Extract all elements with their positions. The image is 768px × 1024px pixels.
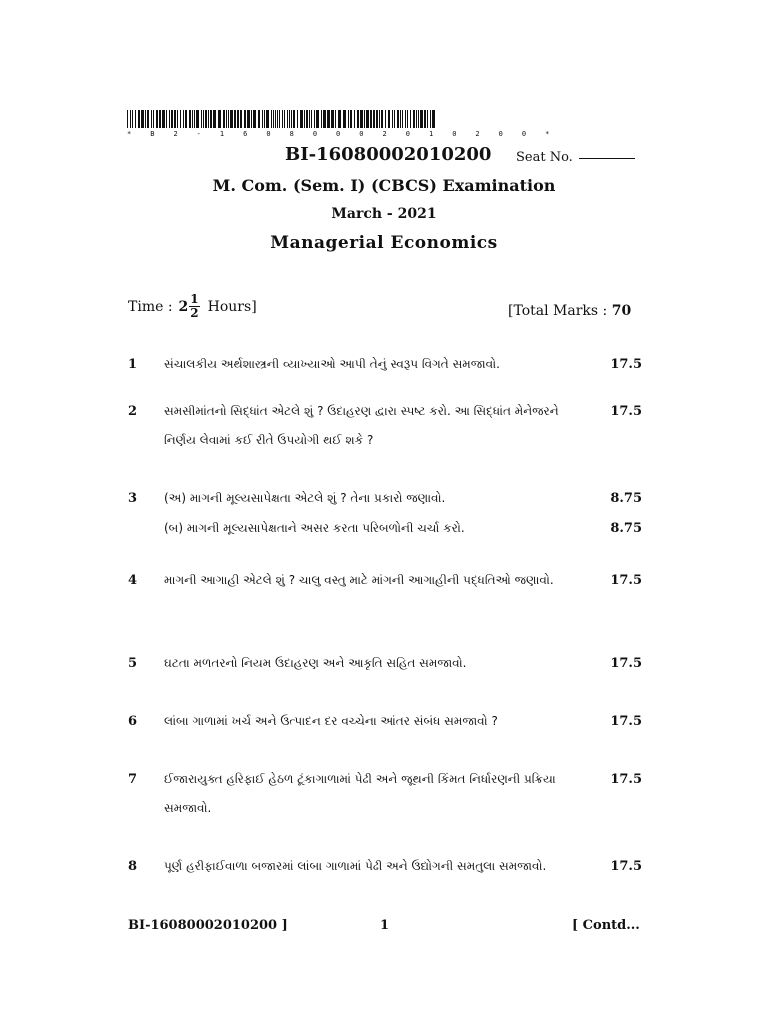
question-text: લાંબા ગાળામાં ખર્ચ અને ઉત્પાદન દર વચ્ચેના આંતર સંબંધ સમજાવો ?	[164, 714, 498, 728]
barcode-bar	[203, 110, 204, 128]
time-fraction	[189, 293, 199, 320]
barcode-bar	[392, 110, 393, 128]
barcode-bar	[132, 110, 133, 128]
barcode	[127, 110, 557, 138]
barcode-bar	[416, 110, 417, 128]
barcode-bar	[424, 110, 426, 128]
barcode-bar	[271, 110, 272, 128]
question-number: 4	[128, 573, 138, 588]
barcode-bar	[226, 110, 227, 128]
continued-marker: [ Contd...	[572, 918, 640, 933]
barcode-bar	[291, 110, 292, 128]
barcode-bar	[237, 110, 239, 128]
barcode-bar	[210, 110, 212, 128]
barcode-bar	[394, 110, 395, 128]
question-marks: 17.5	[610, 656, 642, 671]
barcode-bar	[169, 110, 170, 128]
question-text: ઈજારાયુક્ત હરિફાઈ હેઠળ ટૂંકાગાળામાં પેઢી અને જૂથની કિંમત નિર્ધારણની પ્રક્રિયા સમજાવો.	[164, 772, 556, 815]
seat-label: Seat No.	[516, 150, 573, 165]
barcode-bar	[350, 110, 352, 128]
question-marks: 17.5	[610, 357, 642, 372]
question-3b-text: (બ) માગની મૂલ્યસાપેક્ષતાને અસર કરતા પરિબળોની ચર્ચા કરો.	[164, 521, 465, 535]
barcode-bar	[166, 110, 167, 128]
time-allowed	[128, 293, 257, 320]
barcode-bar	[427, 110, 428, 128]
barcode-bar	[194, 110, 195, 128]
barcode-bar	[300, 110, 303, 128]
barcode-bar	[130, 110, 131, 128]
barcode-bar	[289, 110, 290, 128]
barcode-bar	[196, 110, 199, 128]
barcode-bar	[430, 110, 431, 128]
barcode-bar	[381, 110, 383, 128]
barcode-bar	[153, 110, 154, 128]
barcode-bar	[366, 110, 369, 128]
barcode-bar	[385, 110, 386, 128]
barcode-bar	[183, 110, 184, 128]
barcode-bar	[357, 110, 359, 128]
seat-blank-line	[579, 158, 635, 159]
barcode-bar	[327, 110, 330, 128]
barcode-bar	[348, 110, 349, 128]
barcode-bar	[323, 110, 326, 128]
barcode-bar	[264, 110, 265, 128]
total-marks-label: [Total Marks :	[508, 303, 608, 319]
barcode-bar	[138, 110, 140, 128]
barcode-bar	[147, 110, 149, 128]
barcode-bar	[373, 110, 375, 128]
barcode-bar	[284, 110, 285, 128]
seat-number	[516, 150, 635, 165]
barcode-bar	[180, 110, 181, 128]
barcode-bar	[314, 110, 315, 128]
page-number: 1	[380, 918, 390, 933]
barcode-bar	[376, 110, 378, 128]
barcode-bar	[432, 110, 435, 128]
barcode-bar	[354, 110, 355, 128]
question-text: પૂર્ણ હરીફાઈવાળા બજારમાં લાંબા ગાળામાં પેઢી અને ઉદ્યોગની સમતુલા સમજાવો.	[164, 859, 547, 873]
barcode-bar	[192, 110, 193, 128]
question-marks: 17.5	[610, 859, 642, 874]
question-number: 8	[128, 859, 138, 874]
barcode-bar	[282, 110, 283, 128]
barcode-digits: * B 2 - 1 6 0 8 0 0 0 2 0 1 0 2 0 0 *	[127, 130, 557, 138]
barcode-bar	[162, 110, 165, 128]
barcode-bar	[258, 110, 260, 128]
barcode-bar	[127, 110, 128, 128]
barcode-bars	[127, 110, 439, 128]
barcode-bar	[218, 110, 221, 128]
time-whole: 2	[178, 298, 189, 315]
barcode-bar	[321, 110, 322, 128]
barcode-bar	[277, 110, 278, 128]
barcode-bar	[311, 110, 312, 128]
barcode-bar	[189, 110, 191, 128]
barcode-bar	[287, 110, 288, 128]
barcode-bar	[275, 110, 276, 128]
question-marks: 17.5	[610, 772, 642, 787]
barcode-bar	[145, 110, 146, 128]
barcode-bar	[279, 110, 280, 128]
barcode-bar	[335, 110, 336, 128]
barcode-bar	[413, 110, 415, 128]
barcode-bar	[360, 110, 363, 128]
question-number: 3	[128, 491, 138, 506]
barcode-bar	[251, 110, 252, 128]
total-marks	[508, 303, 631, 319]
exam-title: M. Com. (Sem. I) (CBCS) Examination	[212, 176, 556, 195]
barcode-bar	[297, 110, 298, 128]
barcode-bar	[213, 110, 216, 128]
barcode-bar	[306, 110, 308, 128]
question-marks: 17.5	[610, 573, 642, 588]
barcode-bar	[171, 110, 173, 128]
footer-paper-code: BI-16080002010200 ]	[128, 918, 288, 933]
time-numerator: 1	[190, 292, 199, 306]
paper-code: BI-16080002010200	[285, 144, 492, 165]
question-number: 7	[128, 772, 138, 787]
barcode-bar	[370, 110, 372, 128]
question-3b-marks: 8.75	[610, 521, 642, 536]
barcode-bar	[177, 110, 178, 128]
barcode-bar	[253, 110, 256, 128]
question-number: 5	[128, 656, 138, 671]
barcode-bar	[228, 110, 229, 128]
subject-title: Managerial Economics	[270, 233, 498, 253]
question-text: સંચાલકીય અર્થશાસ્ત્રની વ્યાખ્યાઓ આપી તેનું સ્વરૂપ વિગતે સમજાવો.	[164, 357, 500, 371]
barcode-bar	[141, 110, 144, 128]
time-unit: Hours]	[207, 298, 257, 315]
barcode-bar	[185, 110, 187, 128]
barcode-bar	[364, 110, 365, 128]
barcode-bar	[343, 110, 346, 128]
barcode-bar	[293, 110, 295, 128]
barcode-bar	[135, 110, 136, 128]
barcode-bar	[205, 110, 207, 128]
barcode-bar	[304, 110, 305, 128]
barcode-bar	[208, 110, 209, 128]
barcode-bar	[388, 110, 390, 128]
barcode-bar	[418, 110, 419, 128]
barcode-bar	[309, 110, 310, 128]
question-marks: 17.5	[610, 714, 642, 729]
barcode-bar	[397, 110, 399, 128]
question-3a-marks: 8.75	[610, 491, 642, 506]
barcode-bar	[234, 110, 236, 128]
barcode-bar	[379, 110, 380, 128]
barcode-bar	[331, 110, 334, 128]
barcode-bar	[400, 110, 401, 128]
question-marks: 17.5	[610, 404, 642, 419]
barcode-bar	[240, 110, 242, 128]
barcode-bar	[407, 110, 408, 128]
exam-date: March - 2021	[331, 206, 437, 222]
question-text: માગની આગાહી એટલે શું ? ચાલુ વસ્તુ માટે માંગની આગાહીની પદ્ધતિઓ જણાવો.	[164, 573, 554, 587]
barcode-bar	[410, 110, 411, 128]
barcode-bar	[316, 110, 319, 128]
barcode-bar	[174, 110, 176, 128]
barcode-bar	[262, 110, 263, 128]
barcode-bar	[405, 110, 406, 128]
barcode-bar	[247, 110, 250, 128]
question-text: સમસીમાંતનો સિદ્ધાંત એટલે શું ? ઉદાહરણ દ્વારા સ્પષ્ટ કરો. આ સિદ્ધાંત મેનેજરને નિર્ણય લેવામાં કઈ રીતે ઉપયોગી થઈ શકે ?	[164, 404, 559, 447]
question-text: ઘટતા મળતરનો નિયમ ઉદાહરણ અને આકૃતિ સહિત સમજાવો.	[164, 656, 467, 670]
barcode-bar	[420, 110, 423, 128]
total-marks-value: 70	[611, 303, 632, 319]
barcode-bar	[244, 110, 246, 128]
barcode-bar	[223, 110, 225, 128]
barcode-bar	[201, 110, 202, 128]
barcode-bar	[266, 110, 269, 128]
time-label: Time :	[128, 298, 173, 315]
barcode-bar	[151, 110, 152, 128]
barcode-bar	[273, 110, 274, 128]
question-number: 1	[128, 357, 138, 372]
time-denominator: 2	[190, 306, 199, 320]
question-number: 2	[128, 404, 138, 419]
question-3a-text: (અ) માગની મૂલ્યસાપેક્ષતા એટલે શું ? તેના પ્રકારો જણાવો.	[164, 491, 446, 505]
barcode-bar	[159, 110, 161, 128]
barcode-bar	[156, 110, 158, 128]
barcode-bar	[230, 110, 233, 128]
barcode-bar	[402, 110, 403, 128]
barcode-bar	[338, 110, 341, 128]
question-number: 6	[128, 714, 138, 729]
